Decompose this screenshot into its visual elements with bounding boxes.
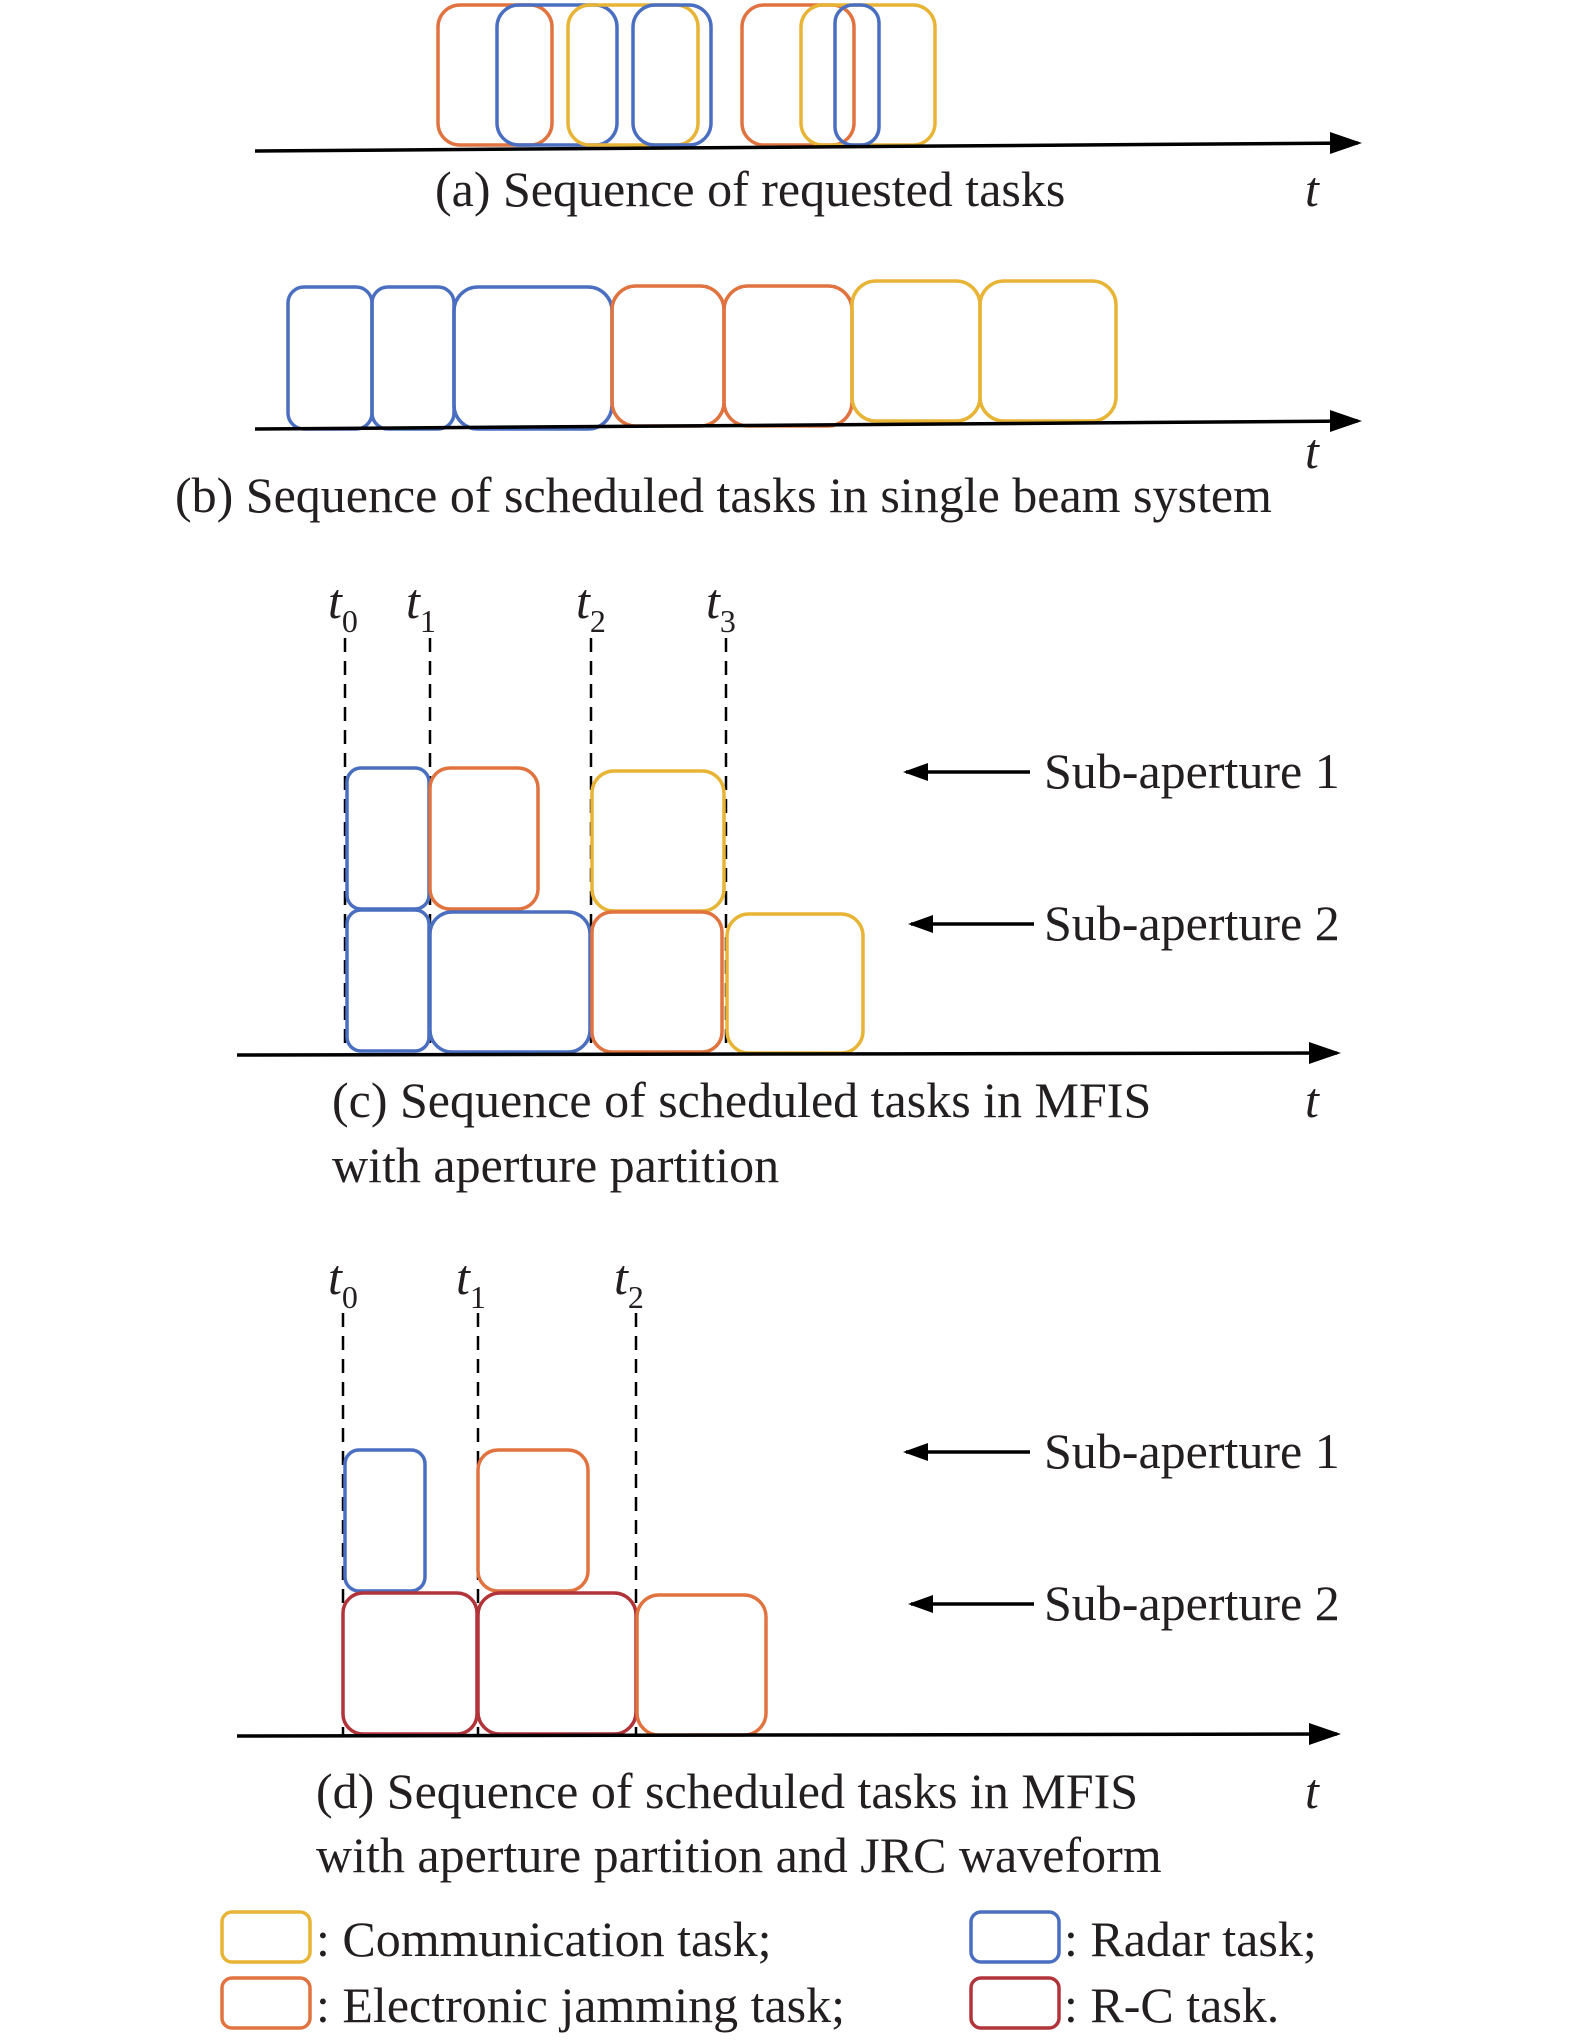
panel-b-task-1 [288,287,372,429]
legend-rc-swatch [971,1978,1059,2028]
panel-d-row2-task-1 [343,1593,477,1734]
panel-a-task-7 [835,5,879,145]
panel-d-row1-task-1 [345,1450,425,1591]
panel-c-row1-task-3 [592,771,724,911]
panel-b-time-axis [255,421,1358,429]
panel-a-axis-label: t [1305,161,1319,217]
panel-d-t1-label: $t_1$ [456,1249,486,1315]
legend-jamming-swatch [222,1978,310,2028]
panel-b-axis-arrowhead [1330,410,1362,432]
panel-a-caption: (a) Sequence of requested tasks [435,161,1066,217]
legend [222,1911,1317,2033]
legend-jamming-label: : Electronic jamming task; [316,1977,846,2033]
panel-d-sub-aperture-2-label: Sub-aperture 2 [1044,1575,1340,1631]
panel-d-sub-aperture-1-arrowhead [903,1443,928,1461]
panel-c-row1-task-2 [430,768,538,909]
panel-a-task-1 [438,5,552,145]
panel-a-task-6 [801,5,935,145]
panel-c [237,573,1341,1193]
panel-b [175,281,1362,523]
panel-b-task-2 [372,287,454,429]
panel-c-time-axis [237,1053,1337,1055]
panel-d-row2-task-2 [478,1593,636,1734]
panel-d [237,1249,1341,1883]
panel-d-time-axis [237,1734,1337,1736]
panel-d-sub-aperture-2-arrowhead [908,1595,933,1613]
panel-b-task-3 [454,287,612,429]
panel-d-row1-task-2 [478,1450,588,1591]
legend-communication-label: : Communication task; [316,1911,772,1967]
panel-b-task-5 [724,286,852,426]
panel-a-task-5 [742,5,854,145]
panel-c-sub-aperture-2-label: Sub-aperture 2 [1044,895,1340,951]
panel-b-caption: (b) Sequence of scheduled tasks in single beam system [175,467,1272,523]
panel-b-task-4 [612,286,724,426]
panel-d-caption-line1: (d) Sequence of scheduled tasks in MFIS [316,1763,1139,1819]
panel-d-row2-task-3 [637,1595,766,1735]
panel-c-axis-arrowhead [1309,1042,1341,1064]
panel-a-task-2 [497,5,617,145]
legend-radar-label: : Radar task; [1064,1911,1317,1967]
panel-c-row2-task-2 [430,912,590,1052]
panel-c-sub-aperture-1-arrowhead [903,763,928,781]
panel-d-sub-aperture-1-label: Sub-aperture 1 [1044,1423,1340,1479]
panel-c-caption-line2: with aperture partition [332,1137,780,1193]
panel-d-t2-label: $t_2$ [614,1249,644,1315]
panel-c-row2-task-3 [592,912,722,1052]
panel-d-axis-label: t [1305,1763,1319,1819]
panel-a-axis-arrowhead [1330,132,1362,154]
panel-c-axis-label: t [1305,1072,1319,1128]
panel-c-t0-label: $t_0$ [328,573,358,639]
panel-c-row2-task-4 [727,914,863,1053]
panel-c-t2-label: $t_2$ [576,573,606,639]
legend-communication-swatch [222,1912,310,1962]
panel-d-t0-label: $t_0$ [328,1249,358,1315]
panel-c-t1-label: $t_1$ [406,573,436,639]
panel-a [255,5,1362,217]
panel-c-row1-task-1 [347,768,429,909]
panel-c-sub-aperture-2-arrowhead [908,915,933,933]
panel-d-axis-arrowhead [1309,1723,1341,1745]
legend-rc-label: : R-C task. [1064,1977,1280,2033]
panel-d-caption-line2: with aperture partition and JRC waveform [316,1827,1162,1883]
panel-c-t3-label: $t_3$ [706,573,736,639]
panel-b-axis-label: t [1305,423,1319,479]
panel-b-task-7 [980,281,1116,421]
panel-c-row2-task-1 [347,910,429,1051]
legend-radar-swatch [971,1912,1059,1962]
panel-c-sub-aperture-1-label: Sub-aperture 1 [1044,743,1340,799]
panel-b-task-6 [852,281,980,421]
panel-c-caption-line1: (c) Sequence of scheduled tasks in MFIS [332,1072,1152,1128]
